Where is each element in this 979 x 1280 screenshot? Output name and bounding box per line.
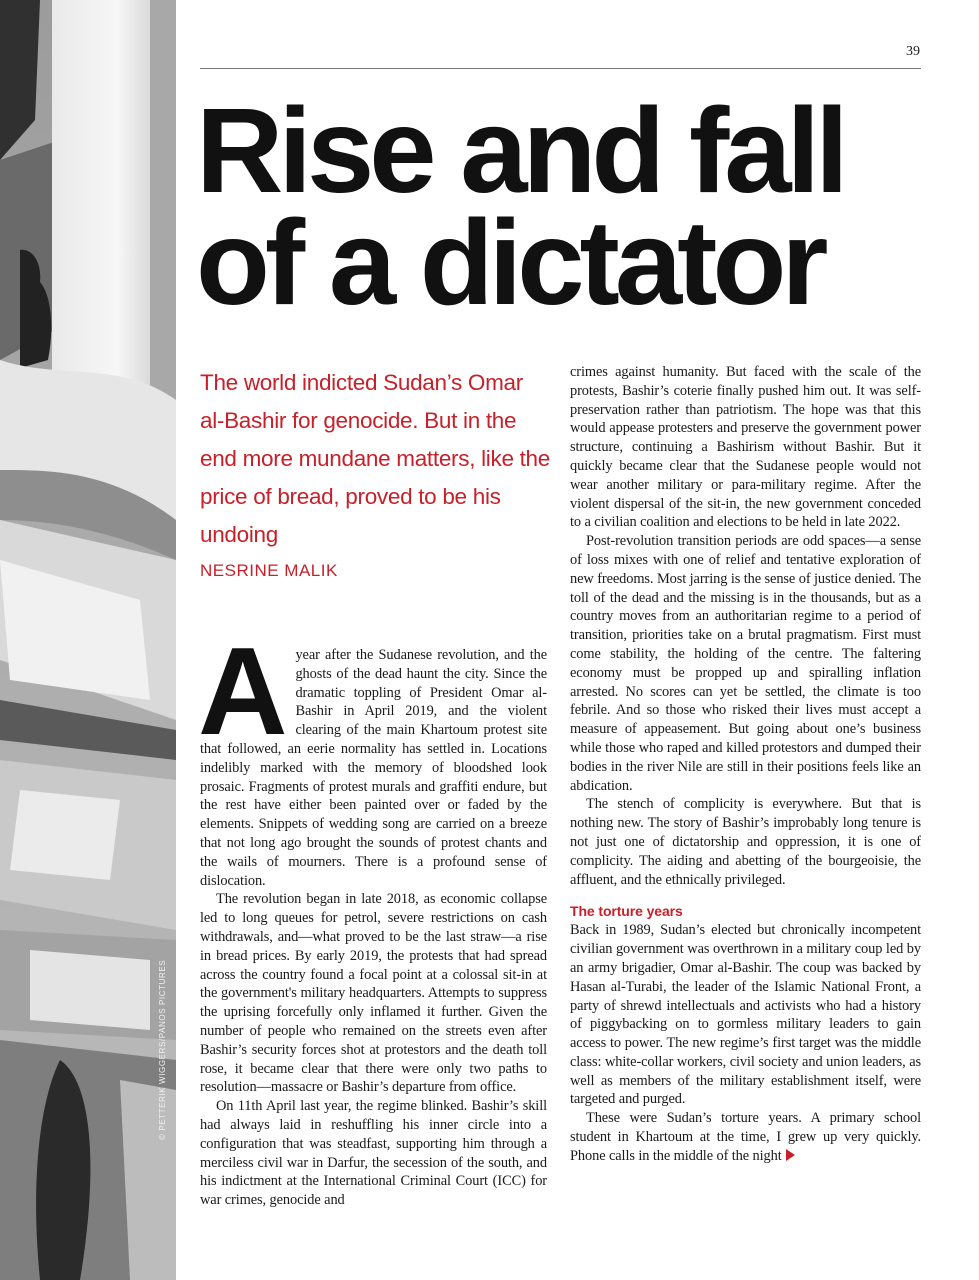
article-paragraph-5: Post-revolution transition periods are odd spaces—a sense of loss mixes with one of relief and tentative exploration of new freedoms. Most jarring is the sense of justice denied. The toll of the dead and the missing is in the thousands, but as a country moves from an authoritarian regime to a period of transition, priorities take on a brutal pragmatism. First must come stability, the holding of the centre. The faltering economy must be propped up and spiralling inflation arrested. No scores can yet be settled, the climate is too febrile. And so those who risked their lives must accept a measure of appeasement. But going about one’s business while those who raped and killed protestors and dumped their bodies in the river Nile are still in their positions feels like an abdication. [570, 533, 921, 794]
article-paragraph-1 [198, 623, 547, 890]
photo-credit: © PETTERIK WIGGERS/PANOS PICTURES [158, 959, 167, 1140]
photo-graphic [0, 0, 176, 1280]
section-subhead: The torture years [570, 903, 683, 920]
standfirst: The world indicted Sudan’s Omar al-Bashir for genocide. But in the end more mundane matters, like the price of bread, proved to be his undoing [200, 370, 550, 547]
continue-arrow-icon[interactable] [786, 1149, 795, 1161]
article-column-left [198, 623, 547, 1210]
article-paragraph-6: The stench of complicity is everywhere. But that is nothing new. The story of Bashir’s improbably long tenure is not just one of dictatorship and oppression, it is one of complicity. The aiding and abetting of the bourgeoisie, the affluent, and the ethnically privileged. [570, 796, 921, 888]
headline-line-1: Rise and fall [196, 82, 844, 218]
header-divider [200, 68, 921, 69]
article-paragraph-7: Back in 1989, Sudan’s elected but chronically incompetent civilian government was overthrown in a military coup led by an army brigadier, Omar al-Bashir. The coup was backed by Hasan al-Turabi, the leader of the Islamic National Front, a party of shrewd intellectuals and activists who had a history of piggybacking on to gormless military leaders to gain access to power. The new regime’s first target was the middle class: white-collar workers, civil society and union leaders, as well as members of the military establishment itself, were targeted and purged. [570, 922, 921, 1108]
article-paragraph-2: The revolution began in late 2018, as economic collapse led to long queues for petrol, severe restrictions on cash withdrawals, and—what proved to be the last straw—a rise in bread prices. By early 2019, the protests that had spread across the country found a focal point at a colossal sit-in at the government's military headquarters. Attempts to suppress the uprising forcefully only inflamed it further. Given the number of people who remained on the streets even after Bashir’s security forces shot at protestors and the death toll rose, it became clear that there were only two paths to resolution—massacre or Bashir’s departure from office. [200, 891, 547, 1096]
article-paragraph-4: crimes against humanity. But faced with the scale of the protests, Bashir’s coterie finally pushed him out. It was self-preservation rather than patriotism. The hope was that this would appease protesters and preserve the government power structure, continuing a Bashirism without Bashir. But it quickly became clear that the Sudanese people would not wear another military or para-military regime. After the violent dispersal of the sit-in, the new government conceded to a civilian coalition and elections to be held in late 2022. [570, 364, 921, 531]
page-number: 39 [906, 44, 920, 59]
article-column-right [570, 363, 921, 1166]
article-paragraph-1-text: year after the Sudanese revolution, and the ghosts of the dead haunt the city. Since the dramatic toppling of President Omar al-Bashir in April 2019, and the violent clearing of the main Khartoum protest site that followed, an eerie normality has settled in. Locations indelibly marked with the memory of bloodshed look prosaic. Fragments of protest murals and graffiti endure, but the rest have either been painted over or faded by the elements. Snippets of wedding song are carried on a breeze that not long ago brought the sounds of protest chants and the wails of mourners. There is a profound sense of dislocation. [200, 647, 547, 889]
headline [196, 82, 936, 330]
byline: NESRINE MALIK [200, 561, 338, 580]
article-paragraph-3: On 11th April last year, the regime blinked. Bashir’s skill had always laid in reshuffling his inner circle into a configuration that was steadfast, supporting him through a merciless civil war in Darfur, the secession of the south, and his indictment at the International Criminal Court (ICC) for war crimes, genocide and [200, 1098, 547, 1209]
article-paragraph-8-text: These were Sudan’s torture years. A primary school student in Khartoum at the time, I grew up very quickly. Phone calls in the middle of the night [570, 1110, 921, 1164]
headline-line-2: of a dictator [196, 194, 824, 330]
dropcap: A [198, 623, 288, 761]
article-paragraph-8 [570, 1109, 921, 1165]
cover-photo [0, 0, 176, 1280]
